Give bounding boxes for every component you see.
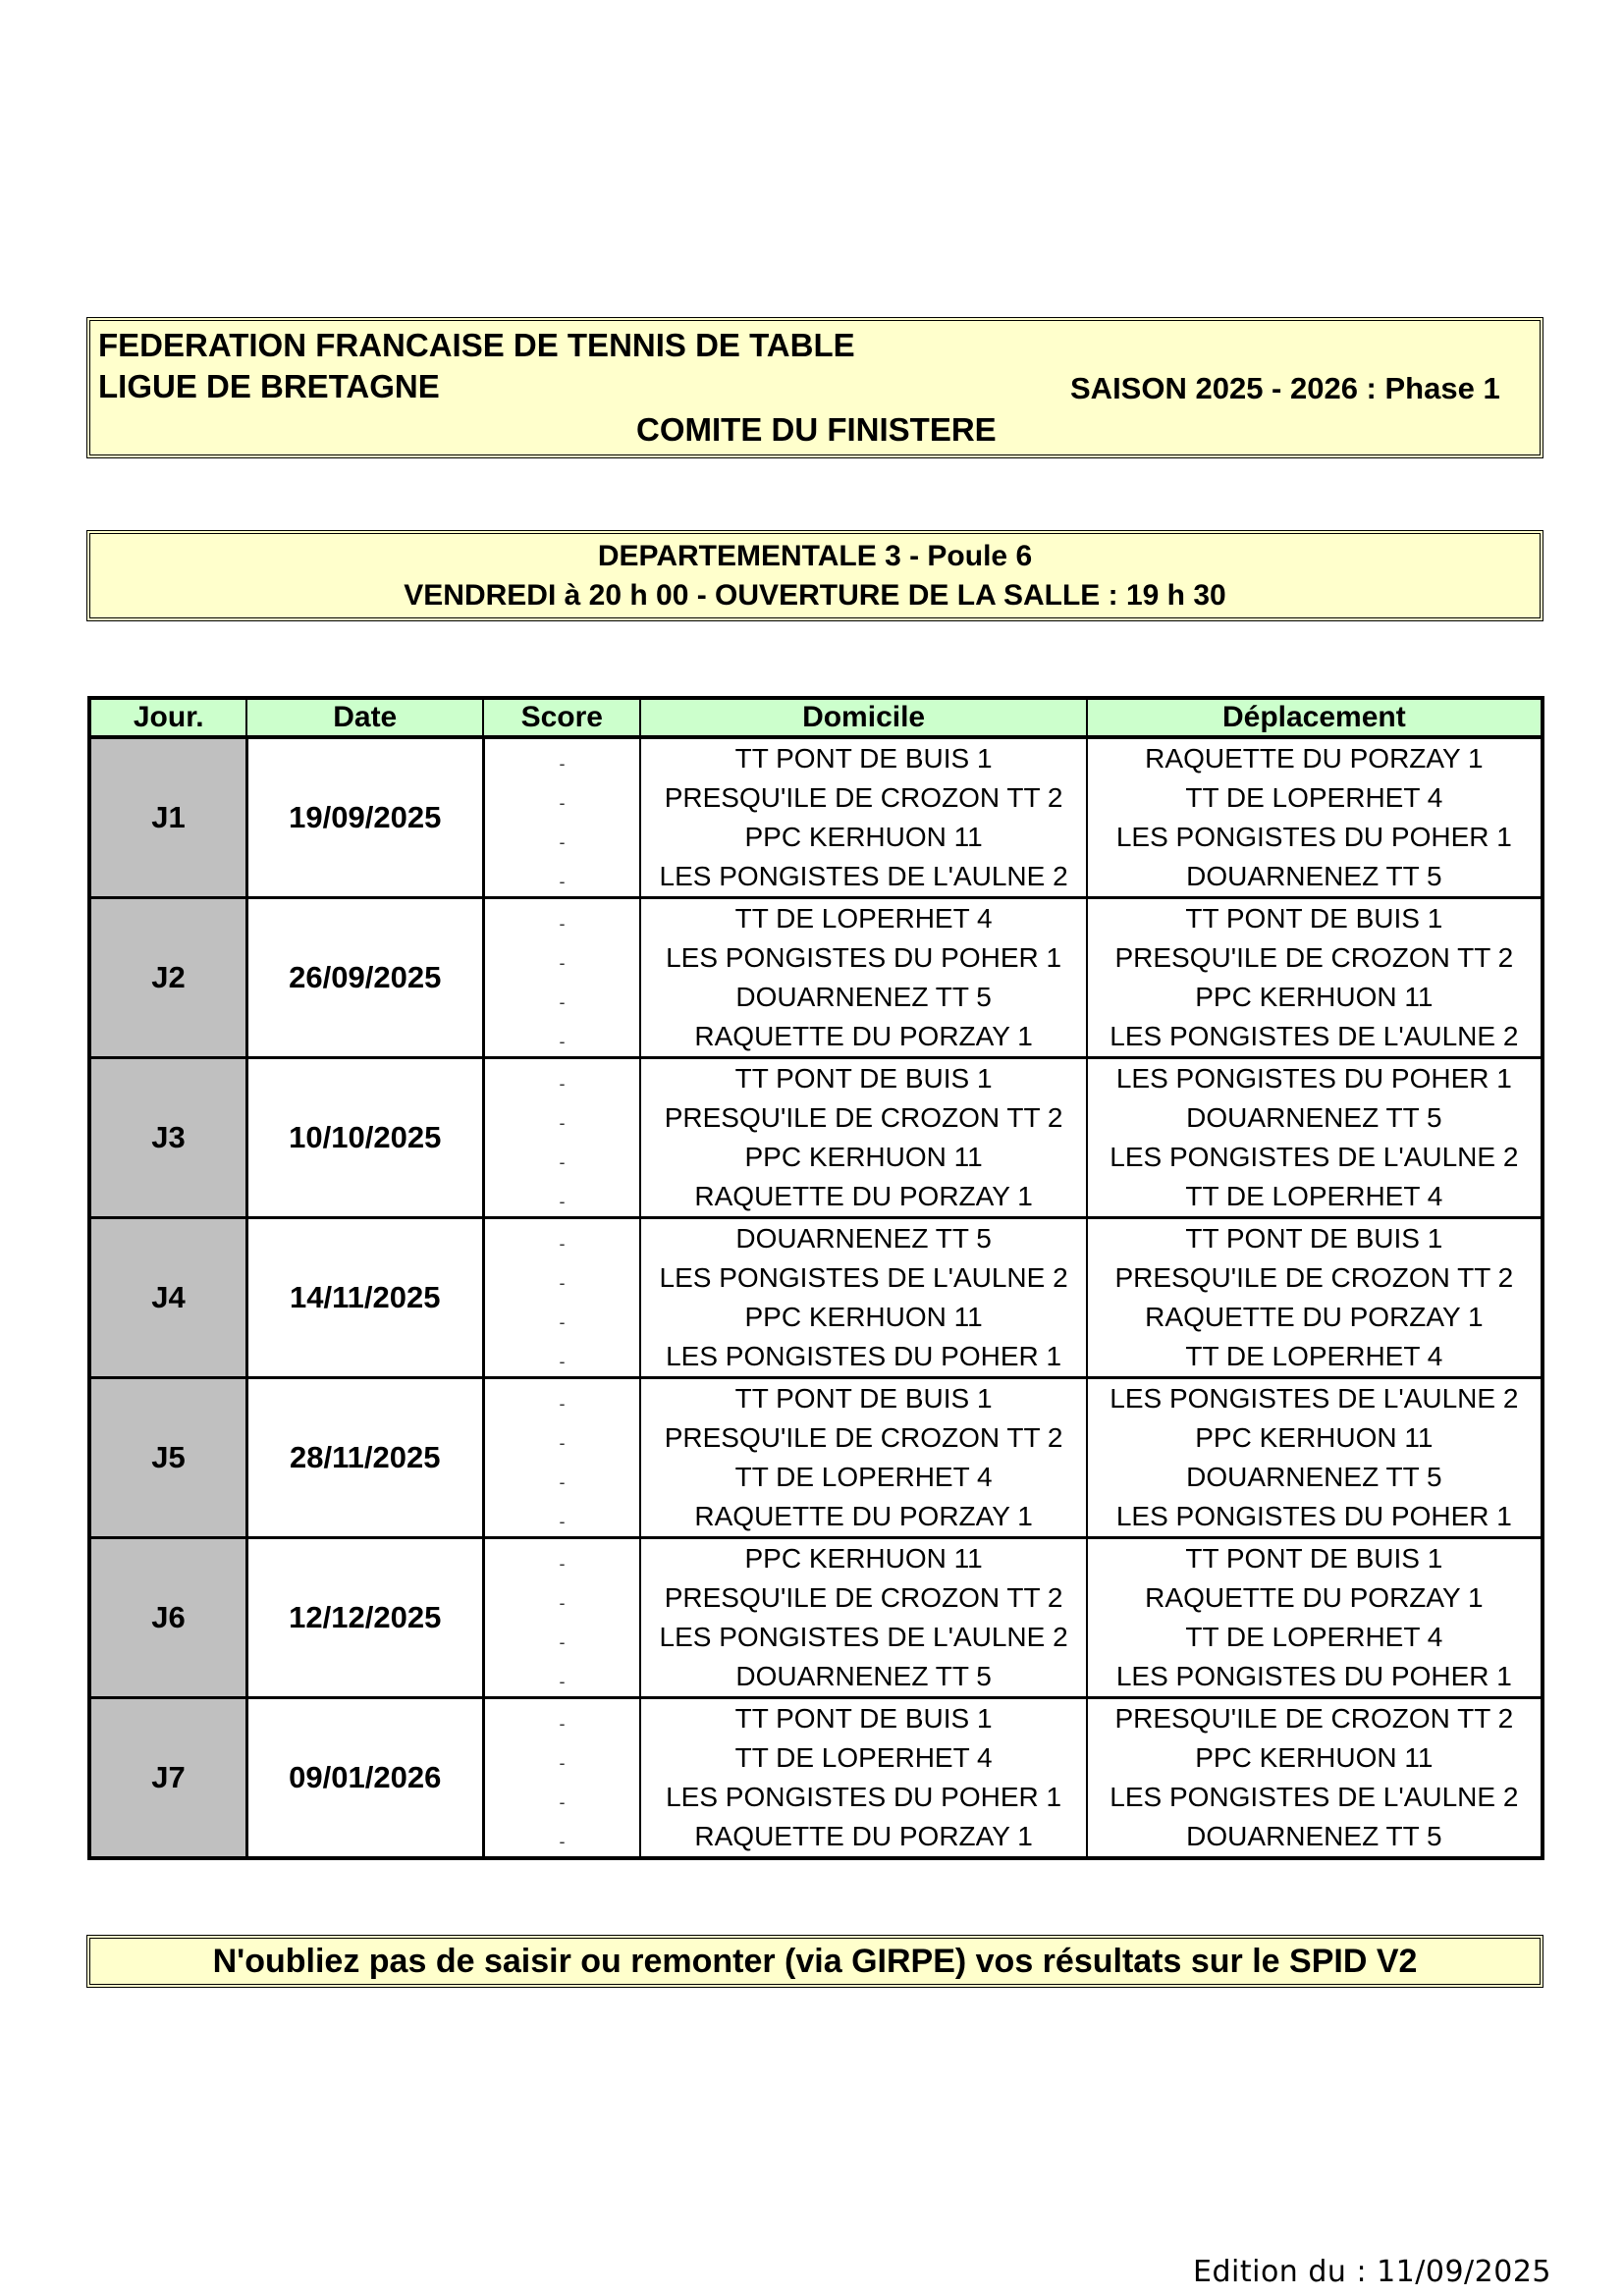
round-label: J3 <box>89 1058 246 1218</box>
home-team: LES PONGISTES DE L'AULNE 2 <box>640 1258 1086 1298</box>
match-score: - <box>483 1017 640 1058</box>
match-score: - <box>483 1337 640 1378</box>
round-date: 14/11/2025 <box>246 1218 483 1378</box>
match-score: - <box>483 1058 640 1099</box>
home-team: RAQUETTE DU PORZAY 1 <box>640 1497 1086 1538</box>
away-team: PPC KERHUON 11 <box>1087 1738 1543 1778</box>
away-team: TT PONT DE BUIS 1 <box>1087 1538 1543 1579</box>
division-box <box>86 530 1543 621</box>
home-team: PPC KERHUON 11 <box>640 818 1086 857</box>
match-score: - <box>483 1138 640 1177</box>
league-name: LIGUE DE BRETAGNE <box>98 368 440 404</box>
match-score: - <box>483 1098 640 1138</box>
match-score: - <box>483 1258 640 1298</box>
home-team: PPC KERHUON 11 <box>640 1538 1086 1579</box>
home-team: TT DE LOPERHET 4 <box>640 898 1086 939</box>
division-schedule-note: VENDREDI à 20 h 00 - OUVERTURE DE LA SALLE : 19 h 30 <box>404 579 1226 612</box>
round-label: J2 <box>89 898 246 1058</box>
home-team: PRESQU'ILE DE CROZON TT 2 <box>640 778 1086 818</box>
reminder-box <box>86 1935 1543 1988</box>
away-team: LES PONGISTES DU POHER 1 <box>1087 1058 1543 1099</box>
committee-name: COMITE DU FINISTERE <box>636 411 997 448</box>
match-score: - <box>483 898 640 939</box>
home-team: DOUARNENEZ TT 5 <box>640 1657 1086 1698</box>
away-team: LES PONGISTES DU POHER 1 <box>1087 1657 1543 1698</box>
home-team: TT PONT DE BUIS 1 <box>640 1058 1086 1099</box>
away-team: LES PONGISTES DU POHER 1 <box>1087 1497 1543 1538</box>
header-deplacement: Déplacement <box>1087 698 1543 737</box>
match-score: - <box>483 1418 640 1458</box>
away-team: RAQUETTE DU PORZAY 1 <box>1087 1578 1543 1618</box>
header-jour: Jour. <box>89 698 246 737</box>
schedule-body <box>89 737 1543 1858</box>
match-score: - <box>483 1298 640 1337</box>
away-team: DOUARNENEZ TT 5 <box>1087 1098 1543 1138</box>
match-score: - <box>483 1618 640 1657</box>
match-score: - <box>483 818 640 857</box>
division-title: DEPARTEMENTALE 3 - Poule 6 <box>597 540 1033 572</box>
away-team: PRESQU'ILE DE CROZON TT 2 <box>1087 938 1543 978</box>
away-team: TT DE LOPERHET 4 <box>1087 1618 1543 1657</box>
away-team: TT DE LOPERHET 4 <box>1087 1337 1543 1378</box>
away-team: TT DE LOPERHET 4 <box>1087 1177 1543 1218</box>
round-label: J5 <box>89 1378 246 1538</box>
home-team: LES PONGISTES DU POHER 1 <box>640 1778 1086 1817</box>
round-date: 12/12/2025 <box>246 1538 483 1698</box>
round-label: J7 <box>89 1698 246 1859</box>
match-score: - <box>483 1497 640 1538</box>
table-row <box>89 1698 1543 1739</box>
away-team: LES PONGISTES DE L'AULNE 2 <box>1087 1378 1543 1419</box>
away-team: DOUARNENEZ TT 5 <box>1087 857 1543 898</box>
home-team: TT PONT DE BUIS 1 <box>640 1378 1086 1419</box>
header-box <box>86 317 1543 458</box>
away-team: DOUARNENEZ TT 5 <box>1087 1817 1543 1858</box>
table-row <box>89 1058 1543 1099</box>
home-team: PRESQU'ILE DE CROZON TT 2 <box>640 1418 1086 1458</box>
home-team: LES PONGISTES DE L'AULNE 2 <box>640 1618 1086 1657</box>
away-team: PRESQU'ILE DE CROZON TT 2 <box>1087 1698 1543 1739</box>
home-team: TT PONT DE BUIS 1 <box>640 1698 1086 1739</box>
round-date: 19/09/2025 <box>246 737 483 898</box>
home-team: RAQUETTE DU PORZAY 1 <box>640 1177 1086 1218</box>
home-team: TT DE LOPERHET 4 <box>640 1458 1086 1497</box>
match-score: - <box>483 857 640 898</box>
table-header-row <box>89 698 1543 737</box>
match-score: - <box>483 978 640 1017</box>
match-score: - <box>483 778 640 818</box>
home-team: LES PONGISTES DE L'AULNE 2 <box>640 857 1086 898</box>
schedule-table <box>87 696 1544 1860</box>
table-row <box>89 1538 1543 1579</box>
away-team: TT DE LOPERHET 4 <box>1087 778 1543 818</box>
away-team: LES PONGISTES DE L'AULNE 2 <box>1087 1778 1543 1817</box>
match-score: - <box>483 1698 640 1739</box>
round-date: 26/09/2025 <box>246 898 483 1058</box>
round-date: 28/11/2025 <box>246 1378 483 1538</box>
home-team: LES PONGISTES DU POHER 1 <box>640 1337 1086 1378</box>
round-date: 09/01/2026 <box>246 1698 483 1859</box>
away-team: LES PONGISTES DE L'AULNE 2 <box>1087 1017 1543 1058</box>
table-row <box>89 898 1543 939</box>
round-label: J6 <box>89 1538 246 1698</box>
header-date: Date <box>246 698 483 737</box>
away-team: TT PONT DE BUIS 1 <box>1087 1218 1543 1259</box>
home-team: PPC KERHUON 11 <box>640 1138 1086 1177</box>
away-team: PRESQU'ILE DE CROZON TT 2 <box>1087 1258 1543 1298</box>
table-row <box>89 1378 1543 1419</box>
home-team: DOUARNENEZ TT 5 <box>640 978 1086 1017</box>
round-label: J4 <box>89 1218 246 1378</box>
away-team: DOUARNENEZ TT 5 <box>1087 1458 1543 1497</box>
match-score: - <box>483 1177 640 1218</box>
home-team: RAQUETTE DU PORZAY 1 <box>640 1017 1086 1058</box>
reminder-text: N'oubliez pas de saisir ou remonter (via GIRPE) vos résultats sur le SPID V2 <box>212 1943 1418 1980</box>
match-score: - <box>483 1778 640 1817</box>
match-score: - <box>483 1657 640 1698</box>
away-team: PPC KERHUON 11 <box>1087 1418 1543 1458</box>
home-team: PPC KERHUON 11 <box>640 1298 1086 1337</box>
away-team: LES PONGISTES DE L'AULNE 2 <box>1087 1138 1543 1177</box>
edition-date: Edition du : 11/09/2025 <box>1193 2255 1551 2289</box>
match-score: - <box>483 1538 640 1579</box>
match-score: - <box>483 1378 640 1419</box>
away-team: RAQUETTE DU PORZAY 1 <box>1087 737 1543 778</box>
federation-name: FEDERATION FRANCAISE DE TENNIS DE TABLE <box>98 327 855 363</box>
round-date: 10/10/2025 <box>246 1058 483 1218</box>
match-score: - <box>483 1218 640 1259</box>
header-score: Score <box>483 698 640 737</box>
match-score: - <box>483 938 640 978</box>
away-team: PPC KERHUON 11 <box>1087 978 1543 1017</box>
match-score: - <box>483 1817 640 1858</box>
match-score: - <box>483 1738 640 1778</box>
home-team: TT PONT DE BUIS 1 <box>640 737 1086 778</box>
away-team: RAQUETTE DU PORZAY 1 <box>1087 1298 1543 1337</box>
season-label: SAISON 2025 - 2026 : Phase 1 <box>1070 371 1500 405</box>
match-score: - <box>483 737 640 778</box>
home-team: TT DE LOPERHET 4 <box>640 1738 1086 1778</box>
home-team: PRESQU'ILE DE CROZON TT 2 <box>640 1578 1086 1618</box>
match-score: - <box>483 1578 640 1618</box>
away-team: LES PONGISTES DU POHER 1 <box>1087 818 1543 857</box>
table-row <box>89 737 1543 778</box>
home-team: RAQUETTE DU PORZAY 1 <box>640 1817 1086 1858</box>
header-domicile: Domicile <box>640 698 1086 737</box>
table-row <box>89 1218 1543 1259</box>
home-team: DOUARNENEZ TT 5 <box>640 1218 1086 1259</box>
home-team: LES PONGISTES DU POHER 1 <box>640 938 1086 978</box>
home-team: PRESQU'ILE DE CROZON TT 2 <box>640 1098 1086 1138</box>
match-score: - <box>483 1458 640 1497</box>
round-label: J1 <box>89 737 246 898</box>
away-team: TT PONT DE BUIS 1 <box>1087 898 1543 939</box>
